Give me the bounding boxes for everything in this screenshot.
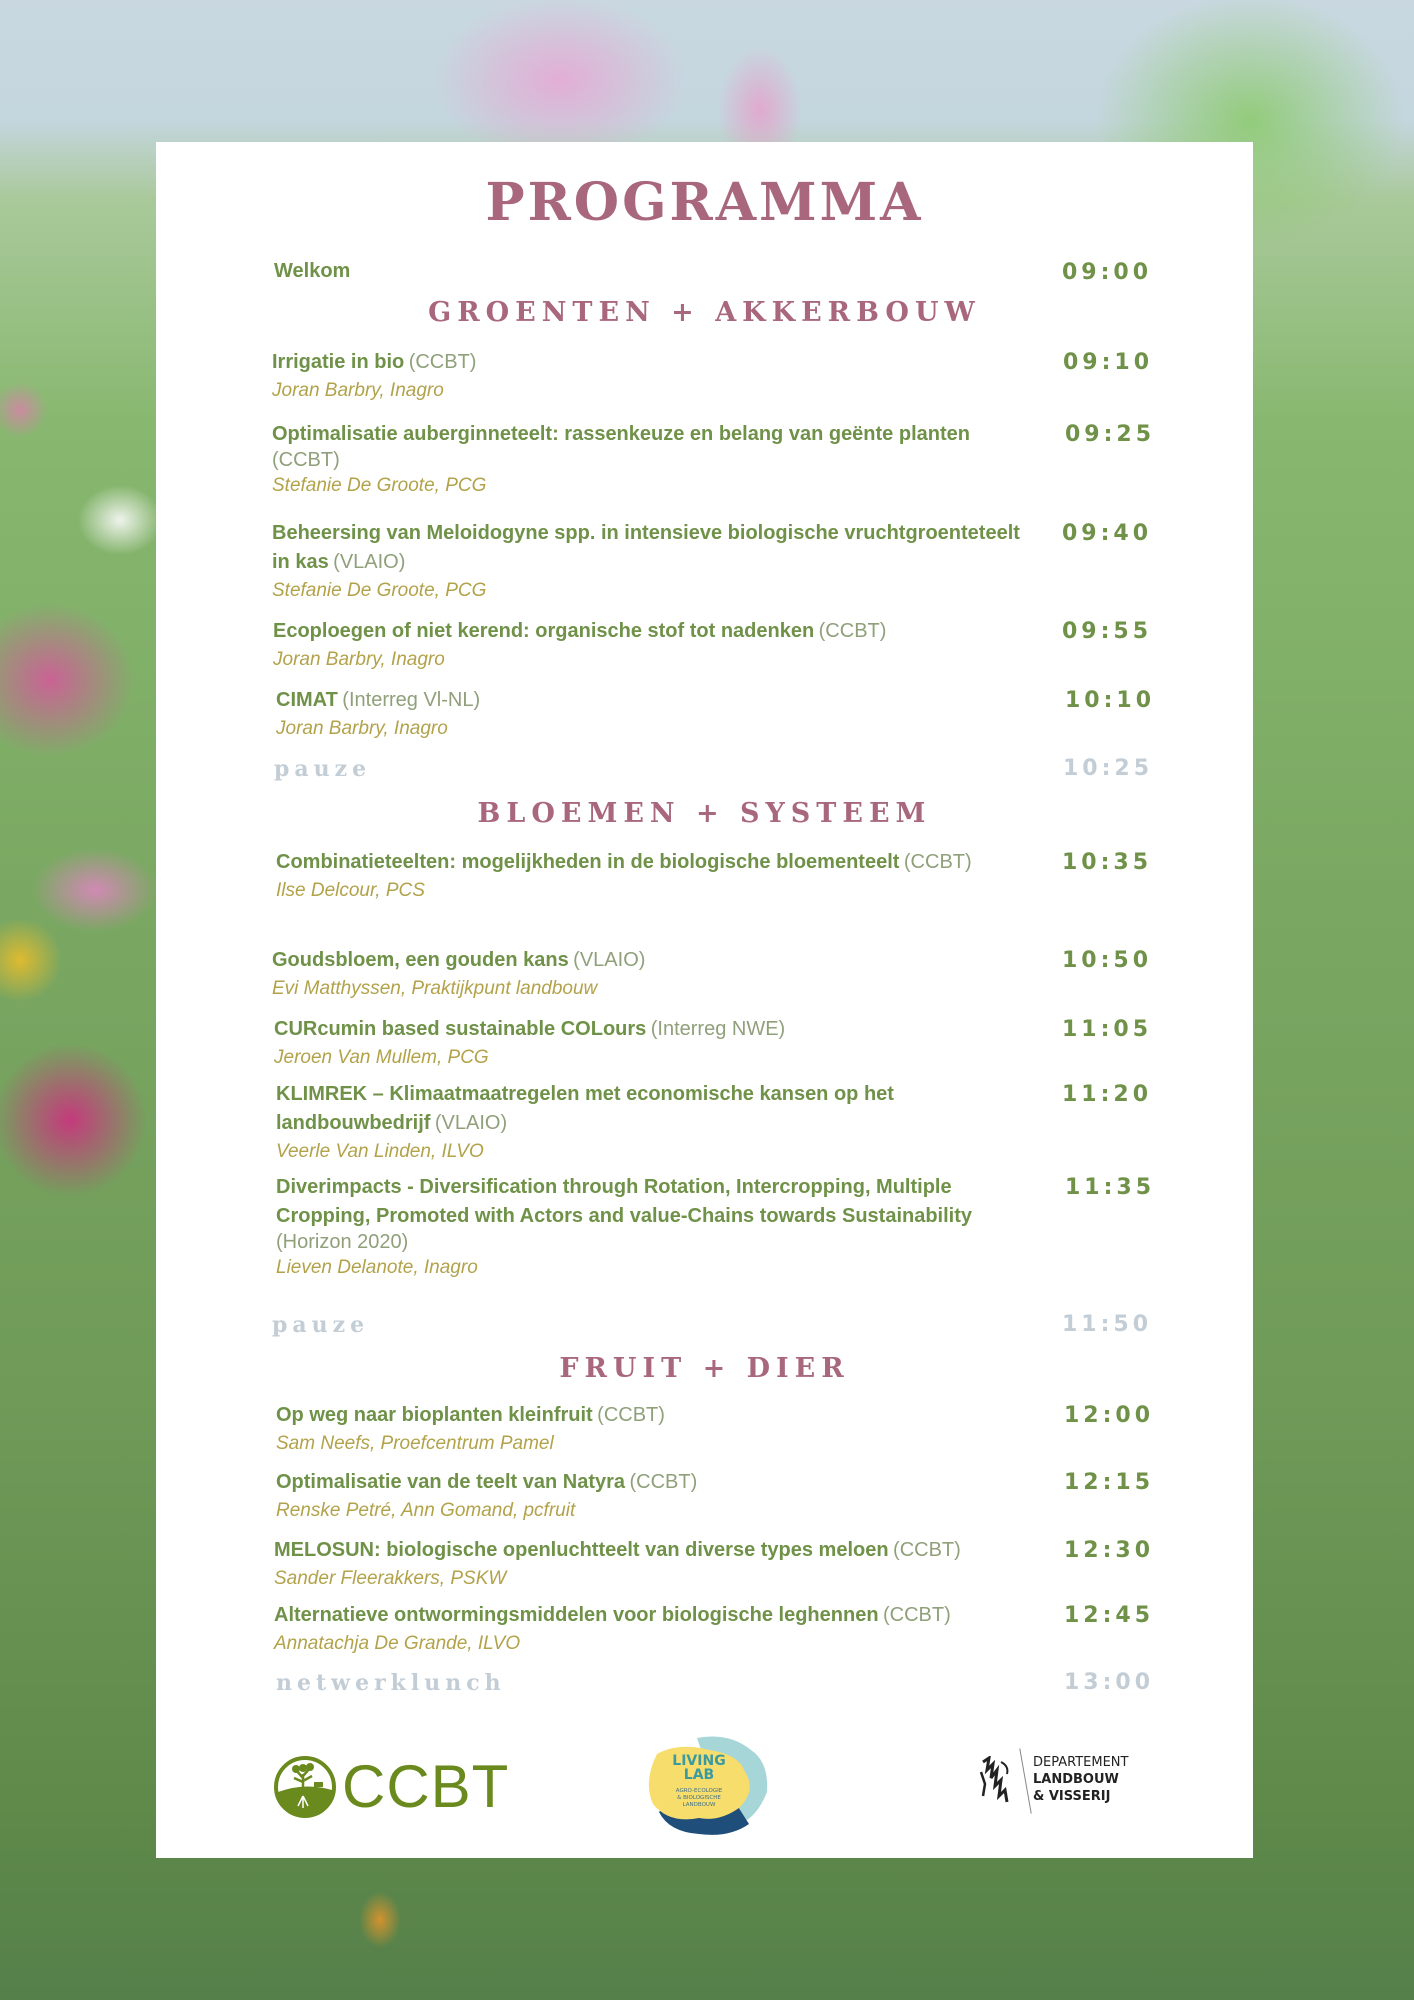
- talk-time: 12:30: [1064, 1538, 1155, 1563]
- ccbt-logo-text: CCBT: [342, 1753, 510, 1820]
- sponsor-logos: [156, 1732, 1253, 1842]
- talk-time: 11:20: [1062, 1082, 1153, 1107]
- talk-time: 09:25: [1065, 422, 1156, 447]
- break-label: netwerklunch: [276, 1670, 506, 1696]
- tree-icon: [274, 1756, 336, 1818]
- talk-title: Beheersing van Meloidogyne spp. in intensieve biologische vruchtgroenteteelt in kas: [272, 522, 1020, 573]
- talk-title: Irrigatie in bio: [272, 351, 405, 373]
- talk-org: (CCBT): [882, 1604, 951, 1626]
- talk-org: (CCBT): [818, 620, 887, 642]
- section-heading-fruit: FRUIT + DIER: [559, 1353, 850, 1384]
- talk-title: Combinatieteelten: mogelijkheden in de biologische bloementeelt: [276, 851, 900, 873]
- talk-time: 11:05: [1062, 1017, 1153, 1042]
- talk-time: 09:40: [1062, 521, 1153, 546]
- living-lab-title: LIVING LAB: [672, 1753, 726, 1783]
- talk-speaker: Ilse Delcour, PCS: [276, 880, 425, 901]
- talk-org: (CCBT): [597, 1404, 665, 1426]
- talk-speaker: Stefanie De Groote, PCG: [272, 580, 487, 601]
- ccbt-logo: [274, 1753, 510, 1820]
- section-heading-bloemen: BLOEMEN + SYSTEEM: [477, 798, 932, 829]
- break-time: 10:25: [1063, 756, 1154, 781]
- logo-divider: [1019, 1748, 1031, 1813]
- talk-speaker: Joran Barbry, Inagro: [276, 718, 448, 739]
- break-label: pauze: [272, 1312, 370, 1338]
- living-lab-logo: [639, 1732, 774, 1840]
- living-lab-subtitle: AGRO-ECOLOGIE & BIOLOGISCHE LANDBOUW: [675, 1788, 723, 1808]
- talk-org: (CCBT): [408, 351, 477, 373]
- talk-time: 10:50: [1062, 948, 1153, 973]
- flemish-lion-icon: [979, 1756, 1013, 1806]
- talk-time: 12:15: [1064, 1470, 1155, 1495]
- talk-org: (CCBT): [629, 1471, 698, 1493]
- talk-org: (Interreg NWE): [650, 1018, 786, 1040]
- talk-org: (Interreg Vl-NL): [342, 689, 481, 711]
- talk-org: (Horizon 2020): [276, 1231, 409, 1253]
- talk-org: (VLAIO): [333, 551, 406, 573]
- talk-time: 12:00: [1064, 1403, 1155, 1428]
- break-label: pauze: [274, 756, 372, 782]
- break-time: 11:50: [1062, 1312, 1153, 1337]
- welcome-time: 09:00: [1062, 260, 1153, 285]
- talk-time: 10:10: [1065, 688, 1156, 713]
- talk-title: Alternatieve ontwormingsmiddelen voor biologische leghennen: [274, 1604, 879, 1626]
- talk-speaker: Jeroen Van Mullem, PCG: [274, 1047, 489, 1068]
- talk-time: 11:35: [1065, 1175, 1156, 1200]
- talk-org: (CCBT): [903, 851, 972, 873]
- page-title: PROGRAMMA: [485, 172, 924, 233]
- talk-speaker: Stefanie De Groote, PCG: [272, 475, 487, 496]
- talk-title: Op weg naar bioplanten kleinfruit: [276, 1404, 593, 1426]
- talk-title: Diverimpacts - Diversification through Rotation, Intercropping, Multiple Cropping, Promoted with Actors and value-Chains towards Sustainability: [276, 1176, 973, 1227]
- talk-title: CIMAT: [276, 689, 338, 711]
- talk-title: KLIMREK – Klimaatmaatregelen met economische kansen op het landbouwbedrijf: [276, 1083, 894, 1134]
- talk-speaker: Sam Neefs, Proefcentrum Pamel: [276, 1433, 554, 1454]
- talk-speaker: Joran Barbry, Inagro: [272, 380, 444, 401]
- talk-org: (CCBT): [893, 1539, 961, 1561]
- talk-title: CURcumin based sustainable COLours: [274, 1018, 647, 1040]
- living-lab-shape-icon: [639, 1732, 774, 1840]
- talk-title: MELOSUN: biologische openluchtteelt van diverse types meloen: [274, 1539, 889, 1561]
- break-time: 13:00: [1064, 1670, 1155, 1695]
- talk-title: Optimalisatie van de teelt van Natyra: [276, 1471, 626, 1493]
- talk-speaker: Lieven Delanote, Inagro: [276, 1257, 478, 1278]
- talk-org: (CCBT): [272, 449, 340, 471]
- program-card: [156, 142, 1253, 1858]
- talk-speaker: Sander Fleerakkers, PSKW: [274, 1568, 507, 1589]
- talk-org: (VLAIO): [434, 1112, 508, 1134]
- department-logo: [971, 1744, 1151, 1819]
- talk-speaker: Evi Matthyssen, Praktijkpunt landbouw: [272, 978, 598, 999]
- talk-time: 10:35: [1062, 850, 1153, 875]
- talk-org: (VLAIO): [573, 949, 646, 971]
- talk-title: Goudsbloem, een gouden kans: [272, 949, 569, 971]
- talk-speaker: Veerle Van Linden, ILVO: [276, 1141, 484, 1162]
- talk-time: 12:45: [1064, 1603, 1155, 1628]
- section-heading-groenten: GROENTEN + AKKERBOUW: [428, 297, 981, 328]
- talk-title: Ecoploegen of niet kerend: organische stof tot nadenken: [273, 620, 815, 642]
- talk-time: 09:55: [1062, 619, 1153, 644]
- talk-speaker: Renske Petré, Ann Gomand, pcfruit: [276, 1500, 576, 1521]
- talk-speaker: Joran Barbry, Inagro: [273, 649, 445, 670]
- talk-title: Optimalisatie auberginneteelt: rassenkeuze en belang van geënte planten: [272, 423, 970, 445]
- talk-time: 09:10: [1063, 350, 1154, 375]
- welcome-label: Welkom: [274, 260, 351, 282]
- department-text: DEPARTEMENT LANDBOUW & VISSERIJ: [1033, 1755, 1129, 1804]
- talk-speaker: Annatachja De Grande, ILVO: [274, 1633, 521, 1654]
